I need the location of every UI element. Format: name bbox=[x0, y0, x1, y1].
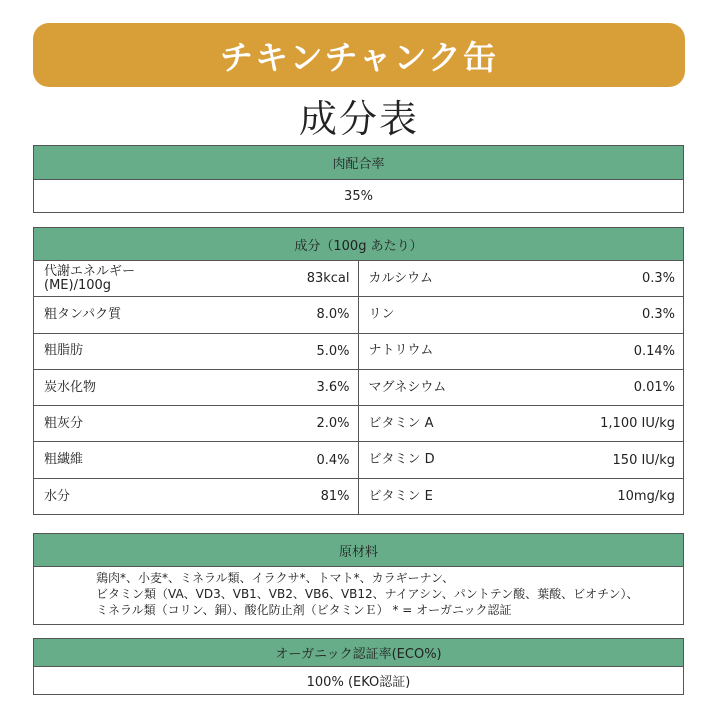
nutrient-name: カルシウム bbox=[368, 270, 434, 286]
nutrient-name: 粗脂肪 bbox=[44, 343, 84, 359]
ingredients-box bbox=[33, 533, 684, 625]
composition-cell bbox=[359, 261, 684, 297]
product-title: チキンチャンク缶 bbox=[219, 37, 499, 77]
nutrient-name: 粗灰分 bbox=[44, 416, 84, 432]
composition-cell bbox=[34, 442, 359, 478]
nutrient-value: 150 IU/kg bbox=[612, 452, 675, 468]
organic-header: オーガニック認証率(ECO%) bbox=[34, 639, 683, 667]
nutrient-name: ビタミン D bbox=[368, 452, 435, 468]
nutrient-name: ナトリウム bbox=[368, 343, 434, 359]
nutrient-value: 5.0% bbox=[316, 343, 350, 359]
nutrient-name: 粗繊維 bbox=[44, 452, 84, 468]
nutrient-value: 83kcal bbox=[306, 271, 350, 287]
nutrient-name: マグネシウム bbox=[368, 379, 447, 395]
composition-cell bbox=[34, 297, 359, 333]
meat-ratio-box bbox=[33, 145, 684, 213]
composition-cell bbox=[359, 297, 684, 333]
nutrient-value: 1,100 IU/kg bbox=[600, 416, 675, 432]
nutrient-value: 3.6% bbox=[316, 380, 350, 396]
nutrient-value: 0.3% bbox=[641, 271, 675, 287]
composition-cell bbox=[359, 370, 684, 406]
composition-cell bbox=[34, 370, 359, 406]
ingredients-text: 鶏肉*、小麦*、ミネラル類、イラクサ*、トマト*、カラギーナン、 ビタミン類（VA、VD3、VB1、VB2、VB6、VB12、ナイアシン、パントテン酸、葉酸、ビオチン）、 ミネラル類（コリン、銅）、酸化防止剤（ビタミンＥ） * = オーガニック認証 bbox=[96, 571, 639, 617]
composition-table bbox=[34, 261, 683, 515]
nutrient-value: 0.4% bbox=[316, 452, 350, 468]
nutrient-value: 0.14% bbox=[633, 343, 675, 359]
nutrient-value: 8.0% bbox=[316, 307, 350, 323]
nutrient-value: 10mg/kg bbox=[617, 489, 675, 505]
ingredients-header: 原材料 bbox=[34, 534, 683, 567]
composition-cell bbox=[34, 479, 359, 515]
nutrient-value: 81% bbox=[320, 489, 350, 505]
nutrient-value: 2.0% bbox=[316, 416, 350, 432]
composition-cell bbox=[34, 406, 359, 442]
composition-cell bbox=[359, 334, 684, 370]
page-subtitle: 成分表 bbox=[298, 96, 419, 141]
nutrient-value: 0.01% bbox=[633, 380, 675, 396]
organic-box bbox=[33, 638, 684, 695]
composition-cell bbox=[359, 442, 684, 478]
composition-box bbox=[33, 227, 684, 515]
composition-cell bbox=[359, 406, 684, 442]
composition-cell bbox=[359, 479, 684, 515]
product-title-banner bbox=[33, 23, 685, 87]
nutrient-name: 水分 bbox=[44, 489, 71, 505]
nutrient-name: ビタミン E bbox=[368, 489, 433, 505]
meat-ratio-value: 35% bbox=[344, 188, 373, 204]
composition-cell bbox=[34, 261, 359, 297]
composition-header: 成分（100g あたり） bbox=[34, 228, 683, 261]
nutrient-name: 炭水化物 bbox=[44, 379, 97, 395]
nutrient-name: リン bbox=[368, 307, 395, 323]
composition-cell bbox=[34, 334, 359, 370]
nutrient-name: ビタミン A bbox=[368, 416, 434, 432]
nutrient-name: 代謝エネルギー (ME)/100g bbox=[44, 264, 136, 293]
nutrient-name: 粗タンパク質 bbox=[44, 307, 122, 323]
meat-ratio-header: 肉配合率 bbox=[34, 146, 683, 180]
organic-value: 100% (EKO認証) bbox=[306, 675, 411, 690]
nutrient-value: 0.3% bbox=[641, 307, 675, 323]
